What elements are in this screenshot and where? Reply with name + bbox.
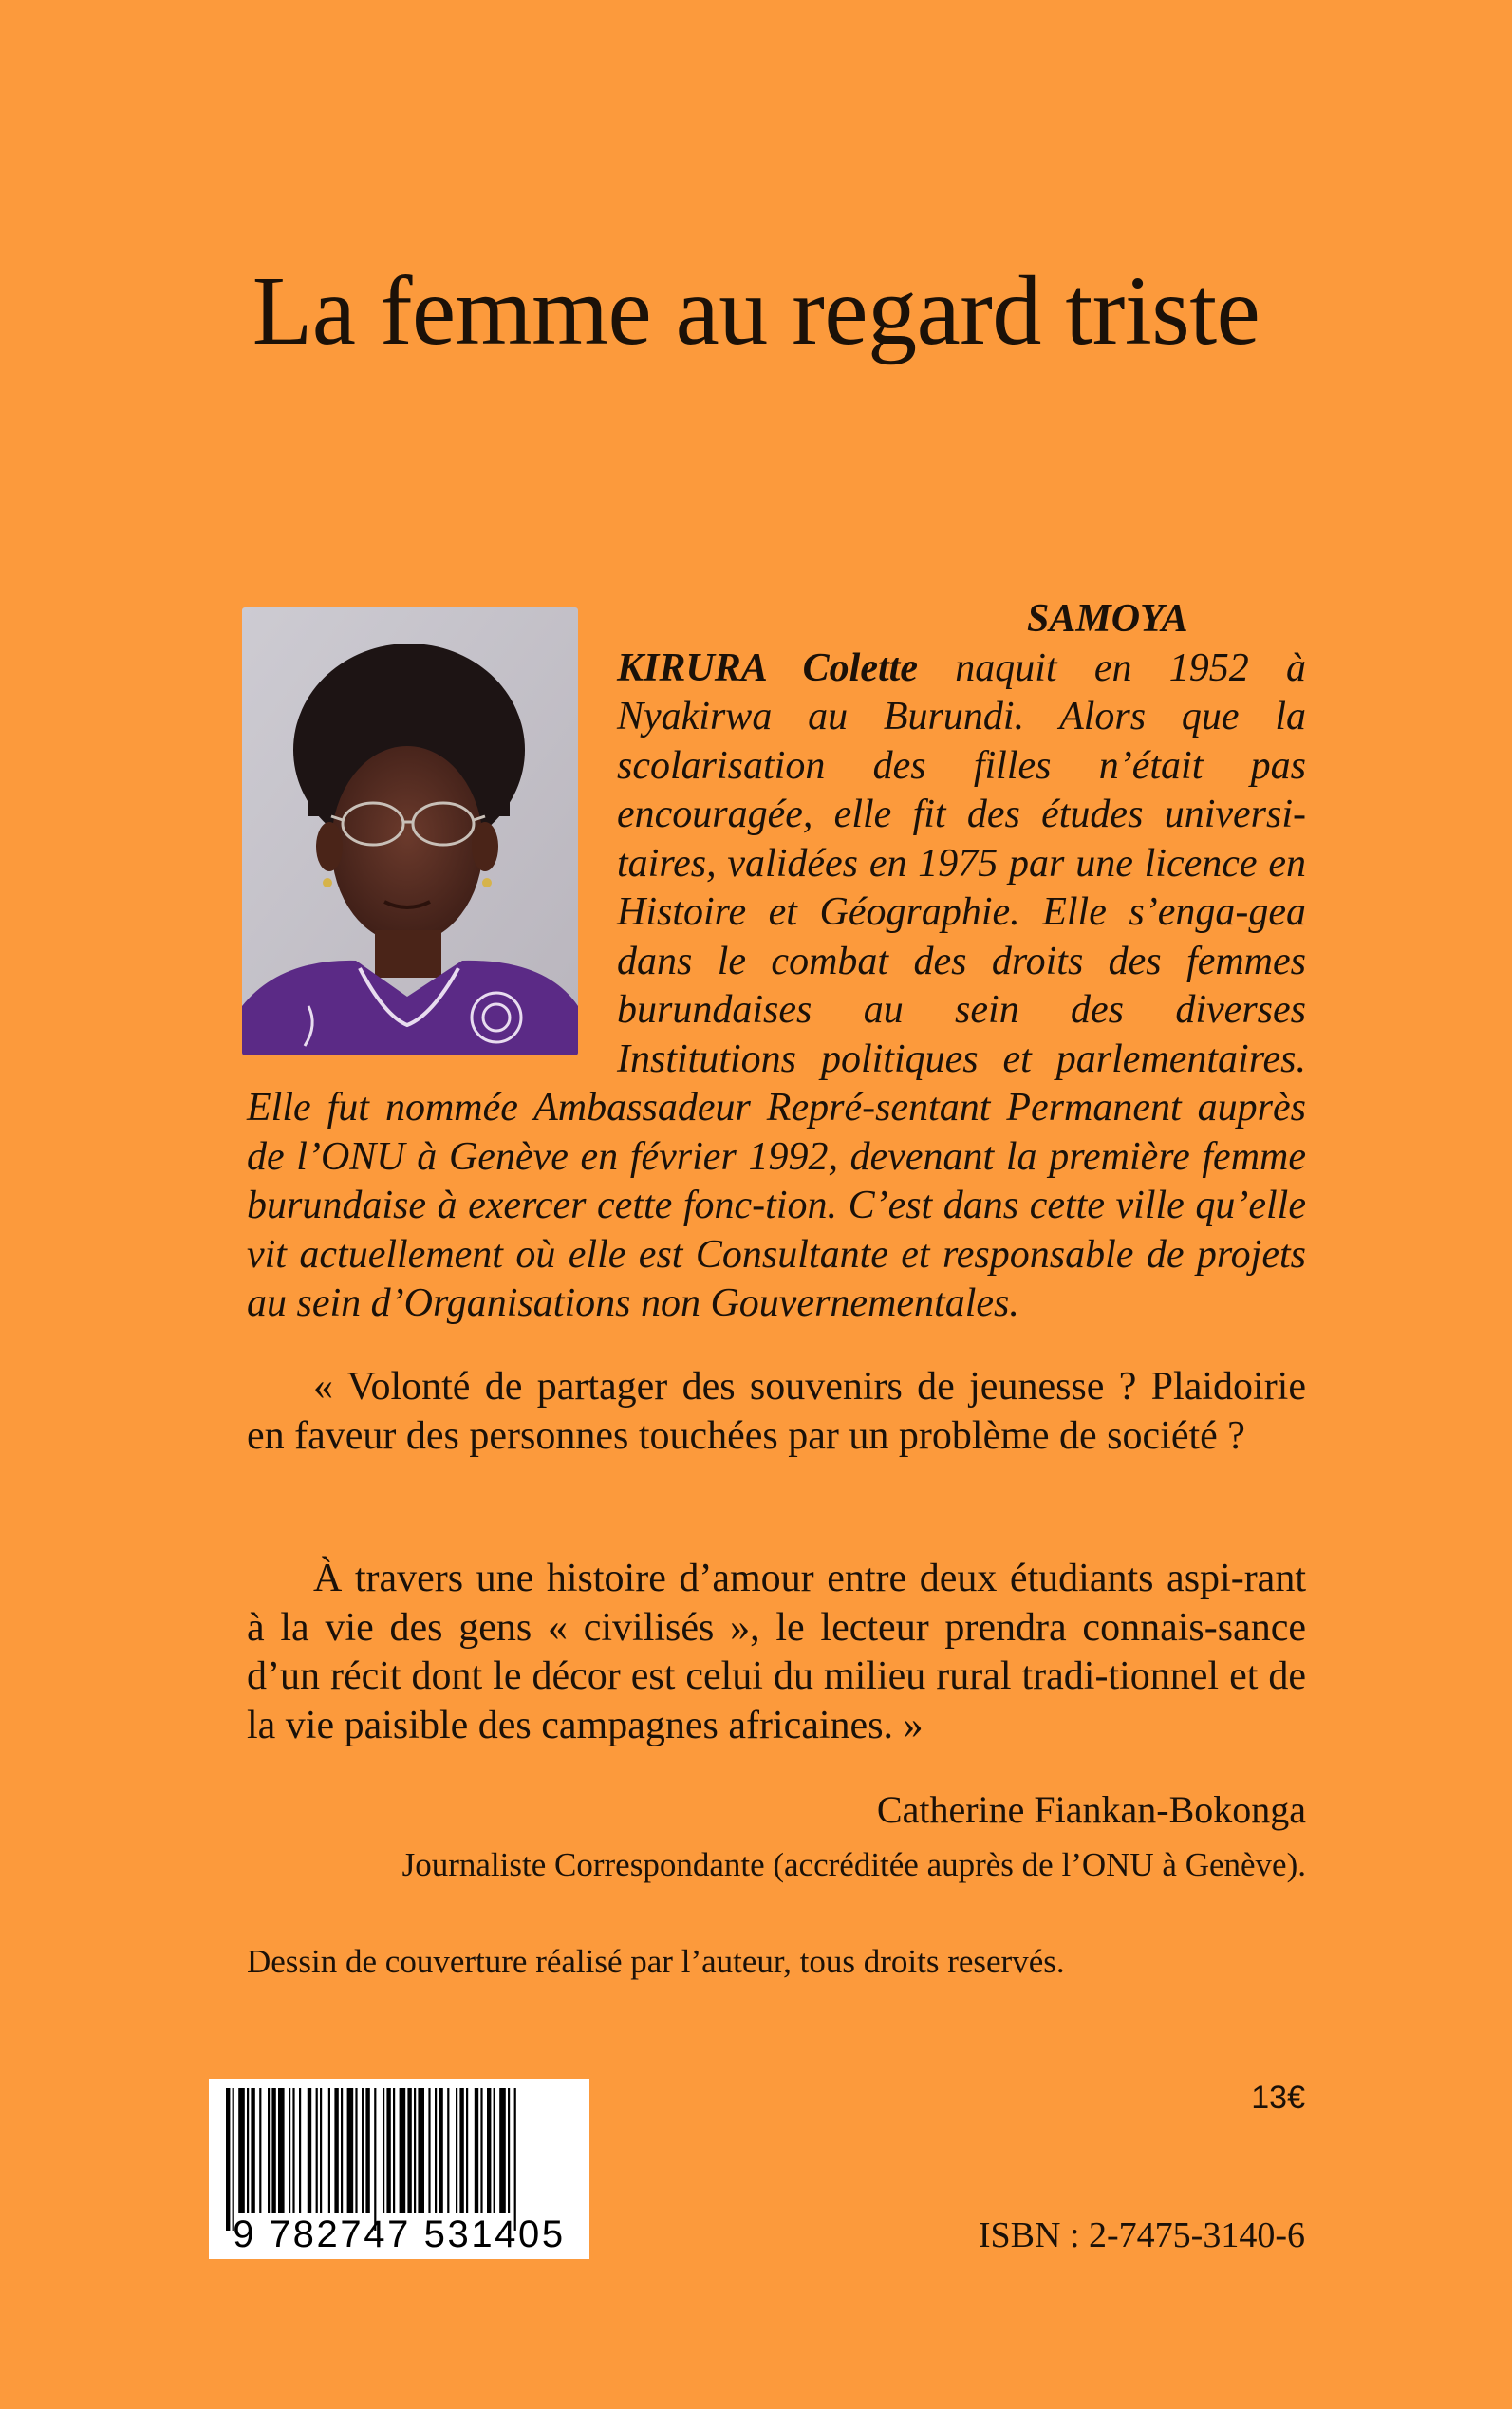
quote-paragraph-2: À travers une histoire d’amour entre deux étudiants aspi-rant à la vie des gens « civilisés », le lecteur prendra connais-sance d’un récit dont le décor est celui du milieu rural tradi-tionnel et de la vie paisible des campagnes africaines. » <box>247 1557 1306 1747</box>
barcode-bar <box>487 2088 491 2213</box>
photo-spacer <box>247 595 617 1074</box>
barcode-bar <box>459 2088 463 2213</box>
barcode-bar <box>456 2088 457 2213</box>
barcode-bar <box>494 2088 495 2213</box>
barcode-bar <box>435 2088 437 2213</box>
barcode-bar <box>271 2088 275 2213</box>
barcode-bar <box>374 2088 376 2231</box>
barcode-bar <box>383 2088 384 2213</box>
barcode-bar <box>407 2088 411 2213</box>
barcode-bar <box>386 2088 390 2213</box>
barcode-number: 9 782747 531405 <box>233 2213 566 2255</box>
barcode-bar <box>514 2088 516 2231</box>
barcode-bar <box>289 2088 290 2213</box>
barcode-bar <box>439 2088 442 2213</box>
barcode-bar <box>299 2088 301 2213</box>
barcode-bar <box>292 2088 294 2213</box>
barcode-bar <box>247 2088 249 2213</box>
barcode-bar <box>341 2088 343 2213</box>
barcode-bar <box>226 2088 230 2231</box>
isbn: ISBN : 2-7475-3140-6 <box>978 2215 1305 2255</box>
author-biography <box>247 595 1306 1329</box>
bio-text: naquit en 1952 à Nyakirwa au Burundi. Alors que la scolarisation des filles n’était pas encouragée, elle fit des études universi-taires, validées en 1975 par une licence en Histoire et Géographie. Elle s’enga-gea dans le combat des droits des femmes burundaises au sein des diverses Institutions politiques et parlementaires. Elle fut nommée Ambassadeur Repré-sentant Permanent auprès de l’ONU à Genève en février 1992, devenant la première femme burundaise à exercer cette fonc-tion. C’est dans cette ville qu’elle vit actuellement où elle est Consultante et responsable de projets au sein d’Organisations non Gouvernementales. <box>247 645 1307 1325</box>
barcode-bar <box>418 2088 424 2213</box>
barcode-bar <box>328 2088 330 2213</box>
barcode-bar <box>347 2088 354 2213</box>
barcode-bar <box>259 2088 261 2213</box>
barcode-bar <box>414 2088 416 2213</box>
barcode-bar <box>334 2088 338 2213</box>
quote-author-role: Journaliste Correspondante (accréditée auprès de l’ONU à Genève). <box>401 1846 1306 1883</box>
cover-credit: Dessin de couverture réalisé par l’auteur, tous droits reservés. <box>247 1943 1065 1980</box>
barcode-bar <box>365 2088 369 2213</box>
quote-paragraph-1: « Volonté de partager des souvenirs de jeunesse ? Plaidoirie en faveur des personnes touchées par un problème de société ? <box>247 1365 1306 1458</box>
author-name: SAMOYA KIRURA Colette <box>617 597 1188 690</box>
barcode-bar <box>308 2088 311 2213</box>
barcode-bar <box>428 2088 430 2213</box>
price: 13€ <box>1251 2080 1305 2116</box>
barcode-bar <box>233 2088 234 2231</box>
barcode-bar <box>400 2088 406 2213</box>
barcode-bar <box>238 2088 245 2213</box>
barcode-bar <box>320 2088 322 2213</box>
barcode-bar <box>268 2088 270 2213</box>
barcode-bar <box>480 2088 482 2213</box>
barcode-bar <box>362 2088 364 2213</box>
barcode-bar <box>475 2088 478 2213</box>
barcode <box>209 2079 589 2259</box>
book-title: La femme au regard triste <box>252 256 1260 365</box>
barcode-bar <box>355 2088 357 2213</box>
barcode-bar <box>447 2088 449 2213</box>
barcode-bar <box>393 2088 395 2213</box>
barcode-bar <box>251 2088 254 2213</box>
barcode-bar <box>499 2088 506 2213</box>
quote-author: Catherine Fiankan-Bokonga <box>876 1788 1306 1831</box>
barcode-bar <box>508 2088 510 2213</box>
barcode-bar <box>316 2088 318 2213</box>
barcode-bar <box>278 2088 285 2213</box>
barcode-bar <box>466 2088 468 2213</box>
